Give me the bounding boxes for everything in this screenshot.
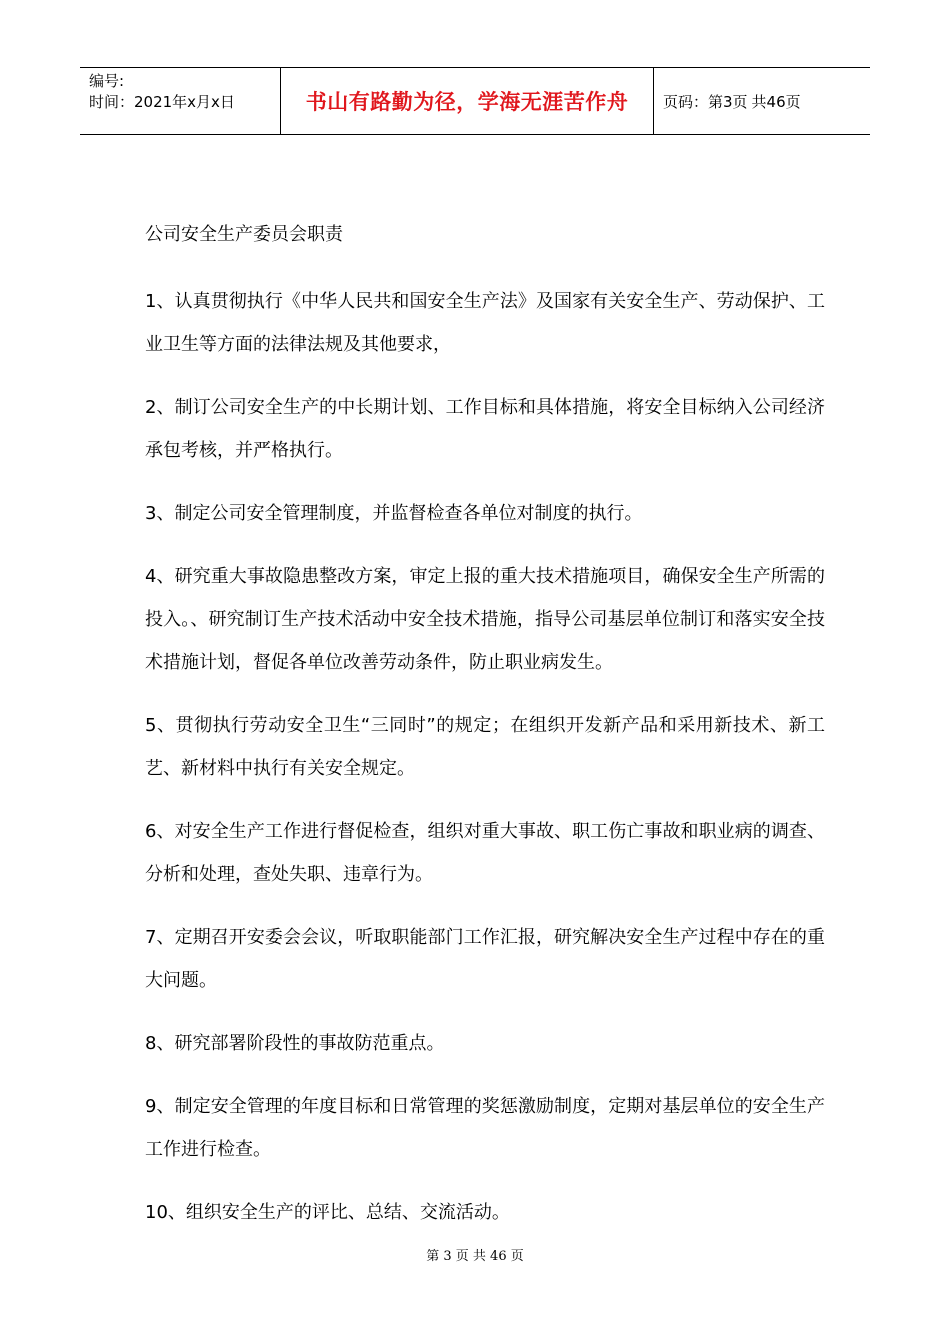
document-header [80, 67, 870, 135]
paragraph: 1、认真贯彻执行《中华人民共和国安全生产法》及国家有关安全生产、劳动保护、工业卫生等方面的法律法规及其他要求， [145, 291, 825, 355]
paragraph: 4、研究重大事故隐患整改方案，审定上报的重大技术措施项目，确保安全生产所需的投入。、研究制订生产技术活动中安全技术措施，指导公司基层单位制订和落实安全技术措施计划，督促各单位改善劳动条件，防止职业病发生。 [145, 566, 825, 673]
document-body [145, 220, 825, 1254]
header-total-label: 共46页 [751, 92, 801, 111]
document-time-label: 时间：2021年x月x日 [89, 93, 235, 111]
paragraph: 7、定期召开安委会会议，听取职能部门工作汇报，研究解决安全生产过程中存在的重大问题。 [145, 927, 825, 991]
header-page-label: 页码：第3页 [663, 92, 748, 111]
header-motto: 书山有路勤为径，学海无涯苦作舟 [281, 68, 654, 134]
paragraph: 3、制定公司安全管理制度，并监督检查各单位对制度的执行。 [145, 503, 643, 524]
header-page-cell [654, 68, 870, 134]
document-title: 公司安全生产委员会职责 [145, 224, 343, 245]
page-footer: 第 3 页 共 46 页 [426, 1249, 524, 1264]
paragraph: 6、对安全生产工作进行督促检查，组织对重大事故、职工伤亡事故和职业病的调查、分析和处理，查处失职、违章行为。 [145, 821, 825, 885]
paragraph: 8、研究部署阶段性的事故防范重点。 [145, 1033, 445, 1054]
paragraph: 5、贯彻执行劳动安全卫生“三同时”的规定；在组织开发新产品和采用新技术、新工艺、新材料中执行有关安全规定。 [145, 715, 825, 779]
paragraph: 9、制定安全管理的年度目标和日常管理的奖惩激励制度，定期对基层单位的安全生产工作进行检查。 [145, 1096, 825, 1160]
header-meta-cell [80, 68, 281, 134]
document-number-label: 编号: [89, 72, 125, 90]
paragraph: 2、制订公司安全生产的中长期计划、工作目标和具体措施，将安全目标纳入公司经济承包考核，并严格执行。 [145, 397, 825, 461]
paragraph: 10、组织安全生产的评比、总结、交流活动。 [145, 1202, 510, 1223]
